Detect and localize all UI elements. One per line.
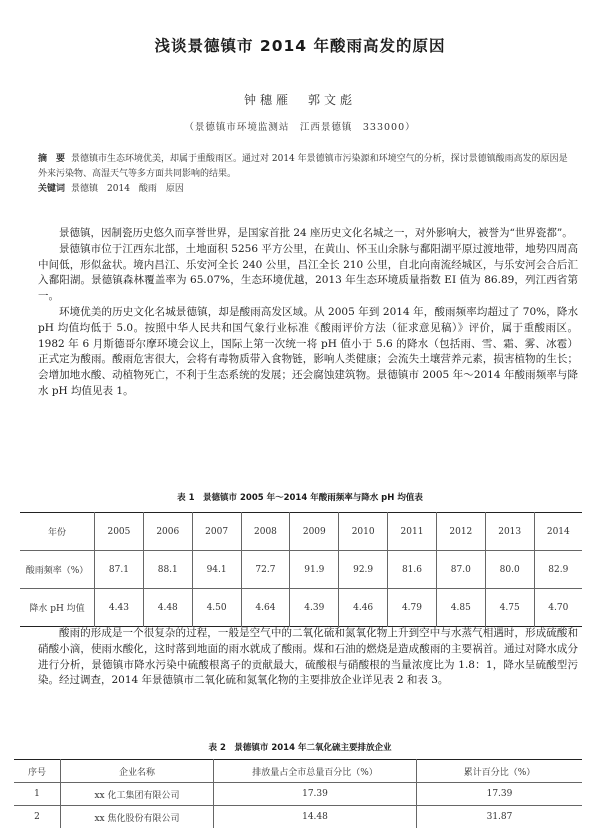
table2-header: 序号: [27, 767, 46, 778]
table1-cell: 4.79: [388, 589, 437, 627]
table1-year: 2006: [143, 513, 192, 551]
keywords: [38, 182, 568, 197]
table1-year: 2013: [485, 513, 534, 551]
table2-cell-pct: 14.48: [214, 806, 417, 829]
table1-row-label: 降水 pH 均值: [20, 589, 95, 627]
table1-cell: 91.9: [290, 551, 339, 589]
table1-year: 2012: [436, 513, 485, 551]
paragraph: 景德镇市位于江西东北部，土地面积 5256 平方公里，在黄山、怀玉山余脉与鄱阳湖平原过渡地带，地势四周高中间低，形似盆状。境内昌江、乐安河全长 240 公里，昌江全长 210 公里，自北向南流经城区，与乐安河会合后汇入鄱阳湖。景德镇森林覆盖率为 65.07%，生态环境优越，2013 年生态环境质量指数 EI 值为 86.89，列江西省第一。: [38, 242, 578, 303]
abstract: [38, 152, 568, 182]
table1-cell: 94.1: [192, 551, 241, 589]
table1-cell: 4.64: [241, 589, 290, 627]
table1-year: 2008: [241, 513, 290, 551]
table1-cell: 4.48: [143, 589, 192, 627]
table1-cell: 82.9: [534, 551, 582, 589]
table1-row: [20, 551, 582, 589]
table2-header: 企业名称: [61, 760, 214, 783]
paragraph: 环境优美的历史文化名城景德镇，却是酸雨高发区域。从 2005 年到 2014 年，酸雨频率均超过了 70%，降水 pH 均值均低于 5.0。按照中华人民共和国气象行业标准《酸雨评价方法（征求意见稿）》评价，属于重酸雨区。1982 年 6 月斯德哥尔摩环境会议上，国际上第一次统一将 pH 值小于 5.6 的降水（包括雨、雪、霜、雾、冰雹）正式定为酸雨。酸雨危害很大，会将有毒物质带入食物链，影响人类健康；会流失土壤营养元素，损害植物的生长；会增加地水酸、动植物死亡，不利于生态系统的发展；还会腐蚀建筑物。景德镇市 2005 年～2014 年酸雨频率与降水 pH 均值见表 1。: [38, 305, 578, 397]
table1-year: 2007: [192, 513, 241, 551]
table1-row-label: 酸雨频率（%）: [20, 551, 95, 589]
table1-cell: 4.43: [95, 589, 144, 627]
table1-year: 2010: [339, 513, 388, 551]
table2-header-row: [14, 760, 582, 783]
table1-cell: 4.50: [192, 589, 241, 627]
abstract-block: [38, 152, 568, 197]
table2-cell-no: 2: [14, 806, 61, 829]
table1-cell: 80.0: [485, 551, 534, 589]
paragraph: 酸雨的形成是一个很复杂的过程，一般是空气中的二氧化硫和氮氧化物上升到空中与水蒸气相遇时，形成硫酸和硝酸小滴，使雨水酸化，这时落到地面的雨水就成了酸雨。煤和石油的燃烧是造成酸雨的主要祸首。通过对降水成分进行分析，景德镇市降水污染中硫酸根离子的贡献最大，硫酸根与硝酸根的当量浓度比为 1.8：1，降水呈硫酸型污染。经过调查，2014 年景德镇市二氧化硫和氮氧化物的主要排放企业详见表 2 和表 3。: [38, 627, 578, 687]
table2-cell-name: xx 化工集团有限公司: [61, 783, 214, 806]
table1-caption: 表 1 景德镇市 2005 年～2014 年酸雨频率与降水 pH 均值表: [177, 493, 423, 503]
table1-year: 2009: [290, 513, 339, 551]
body-section-1: [38, 226, 578, 400]
table1-cell: 87.0: [436, 551, 485, 589]
table1-cell: 4.46: [339, 589, 388, 627]
abstract-label: 摘 要: [38, 154, 66, 164]
table1-cell: 72.7: [241, 551, 290, 589]
table1-row: [20, 589, 582, 627]
paragraph: 景德镇，因制瓷历史悠久而享誉世界，是国家首批 24 座历史文化名城之一，对外影响大，被誉为“世界瓷都”。: [59, 227, 573, 239]
table1-cell: 81.6: [388, 551, 437, 589]
table1-year: 2011: [388, 513, 437, 551]
keywords-text: 景德镇 2014 酸雨 原因: [71, 184, 184, 194]
table1-year: 2005: [95, 513, 144, 551]
table2-cell-cum: 31.87: [417, 806, 583, 829]
table2-header: 累计百分比（%）: [417, 760, 583, 783]
table2-caption: 表 2 景德镇市 2014 年二氧化硫主要排放企业: [208, 743, 392, 753]
table1-header-row: [20, 513, 582, 551]
table1: [20, 512, 582, 627]
table1-header-label: 年份: [47, 528, 66, 538]
table1-year: 2014: [534, 513, 582, 551]
keywords-label: 关键词: [38, 184, 66, 194]
table1-cell: 4.85: [436, 589, 485, 627]
paper-title: 浅谈景德镇市 2014 年酸雨高发的原因: [154, 37, 446, 55]
table2-row: [14, 806, 582, 829]
body-section-2: [38, 626, 578, 689]
table1-cell: 4.75: [485, 589, 534, 627]
table2-cell-cum: 17.39: [417, 783, 583, 806]
table2-cell-name: xx 焦化股份有限公司: [61, 806, 214, 829]
table1-cell: 87.1: [95, 551, 144, 589]
authors: 钟穗雁 郭文彪: [243, 93, 356, 107]
table2: [14, 759, 582, 828]
table1-cell: 92.9: [339, 551, 388, 589]
table2-row: [14, 783, 582, 806]
affiliation: （景德镇市环境监测站 江西景德镇 333000）: [184, 122, 416, 133]
table2-header: 排放量占全市总量百分比（%）: [214, 760, 417, 783]
table2-cell-pct: 17.39: [214, 783, 417, 806]
table1-cell: 4.70: [534, 589, 582, 627]
table2-cell-no: 1: [14, 783, 61, 806]
table1-cell: 88.1: [143, 551, 192, 589]
abstract-text: 景德镇市生态环境优美，却属于重酸雨区。通过对 2014 年景德镇市污染源和环境空气的分析，探讨景德镇酸雨高发的原因是外来污染物、高湿天气等多方面共同影响的结果。: [38, 154, 568, 179]
table1-cell: 4.39: [290, 589, 339, 627]
